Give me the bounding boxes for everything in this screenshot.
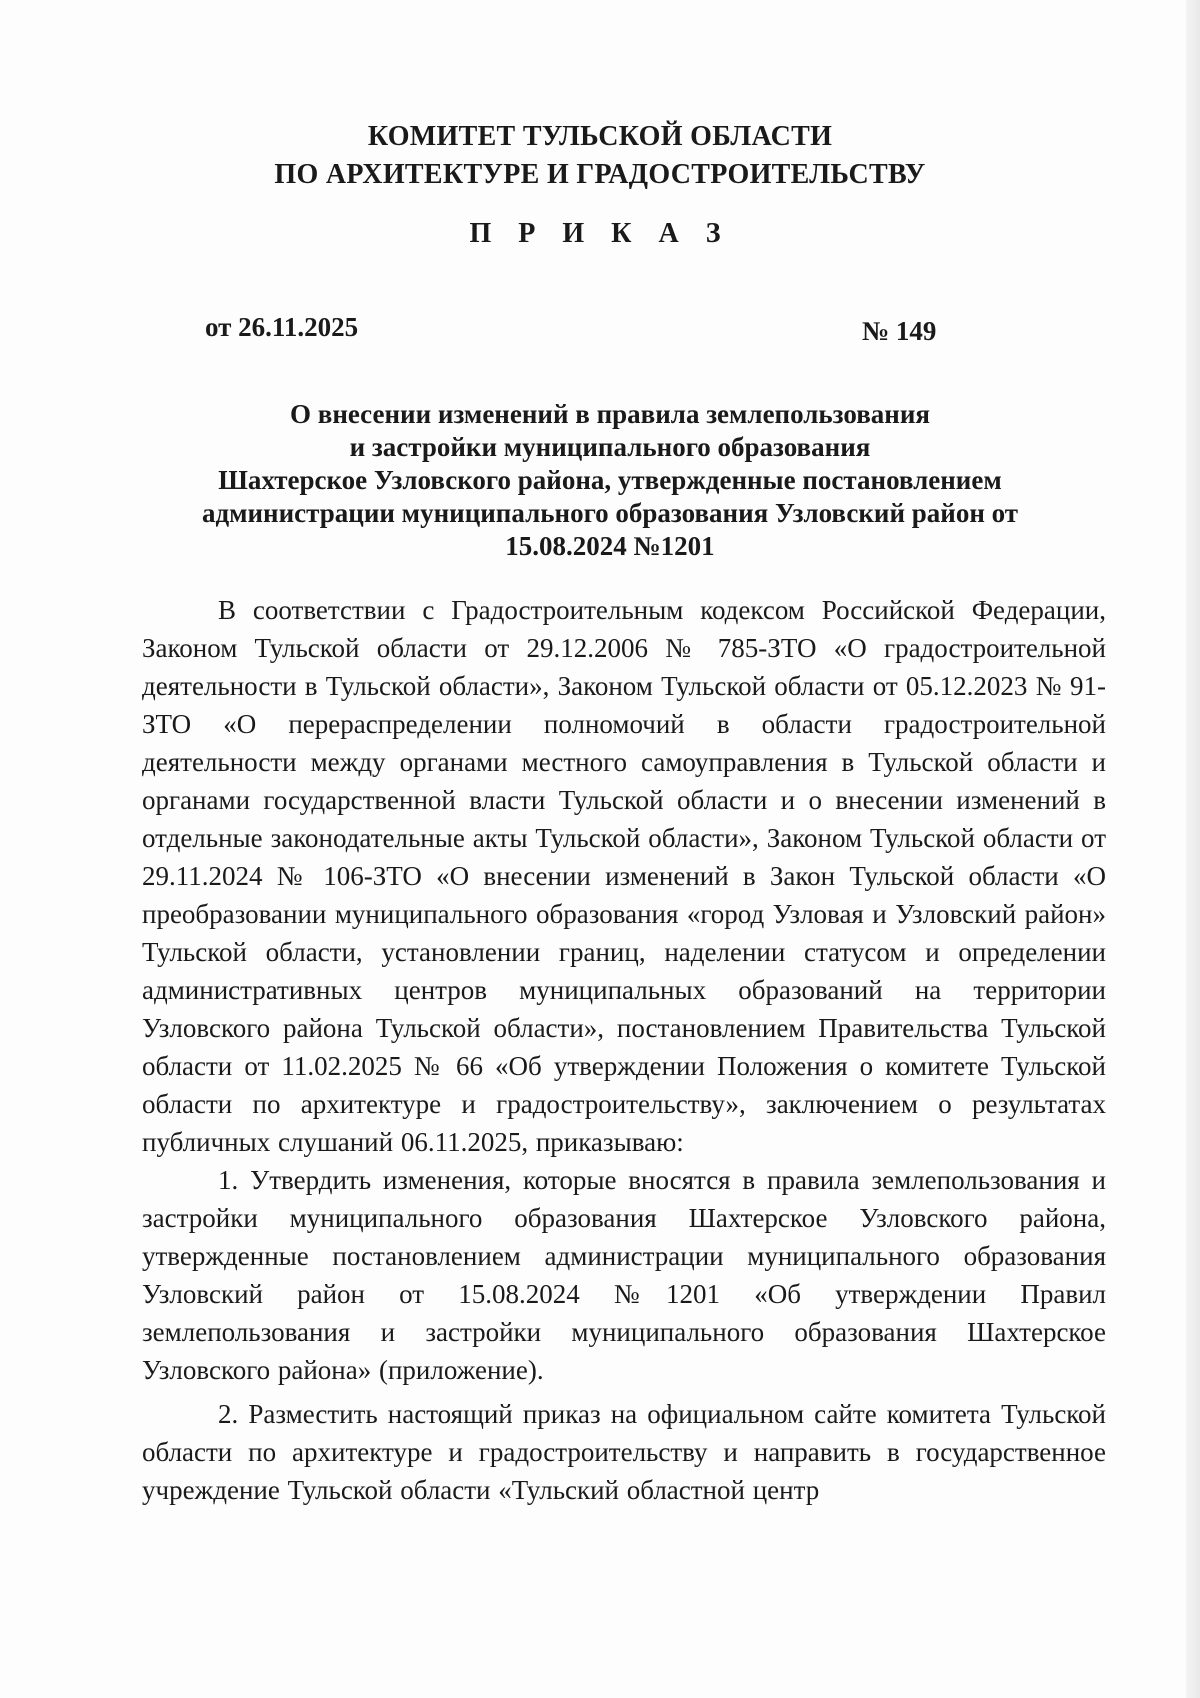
- clause-2-paragraph: 2. Разместить настоящий приказ на официальном сайте комитета Тульской области по архитектуре и градостроительству и направить в государственное учреждение Тульской области «Тульский областной центр: [142, 1399, 1106, 1505]
- title-line: 15.08.2024 №1201: [505, 531, 715, 561]
- order-number: № 149: [862, 316, 937, 346]
- organization-header: [0, 118, 1200, 194]
- page-edge: [1186, 0, 1200, 1698]
- order-body: [142, 591, 1106, 1509]
- clause-1-paragraph: 1. Утвердить изменения, которые вносятся в правила землепользования и застройки муниципального образования Шахтерское Узловского района, утвержденные постановлением администрации муниципального образования Узловский район от 15.08.2024 №1201 «Об утверждении Правил землепользования и застройки муниципального образования Шахтерское Узловского района» (приложение).: [142, 1165, 1106, 1385]
- preamble-paragraph: В соответствии с Градостроительным кодексом Российской Федерации, Законом Тульской области от 29.12.2006 № 785-ЗТО «О градостроительной деятельности в Тульской области», Законом Тульской области от 05.12.2023 № 91-ЗТО «О перераспределении полномочий в области градостроительной деятельности между органами местного самоуправления в Тульской области и органами государственной власти Тульской области и о внесении изменений в отдельные законодательные акты Тульской области», Законом Тульской области от 29.11.2024 № 106-ЗТО «О внесении изменений в Закон Тульской области «О преобразовании муниципального образования «город Узловая и Узловский район» Тульской области, установлении границ, наделении статусом и определении административных центров муниципальных образований на территории Узловского района Тульской области», постановлением Правительства Тульской области от 11.02.2025 № 66 «Об утверждении Положения о комитете Тульской области по архитектуре и градостроительству», заключением о результатах публичных слушаний 06.11.2025, приказываю:: [142, 595, 1106, 1157]
- header-line-1: КОМИТЕТ ТУЛЬСКОЙ ОБЛАСТИ: [367, 121, 833, 152]
- order-date: от 26.11.2025: [205, 312, 359, 342]
- title-line: О внесении изменений в правила землепользования: [289, 399, 931, 429]
- title-line: Шахтерское Узловского района, утвержденные постановлением: [218, 465, 1002, 495]
- header-line-2: ПО АРХИТЕКТУРЕ И ГРАДОСТРОИТЕЛЬСТВУ: [274, 159, 926, 190]
- title-line: администрации муниципального образования Узловский район от: [201, 498, 1019, 528]
- document-type: П Р И К А З: [469, 218, 731, 249]
- order-title: [150, 398, 1070, 563]
- title-line: и застройки муниципального образования: [349, 432, 871, 462]
